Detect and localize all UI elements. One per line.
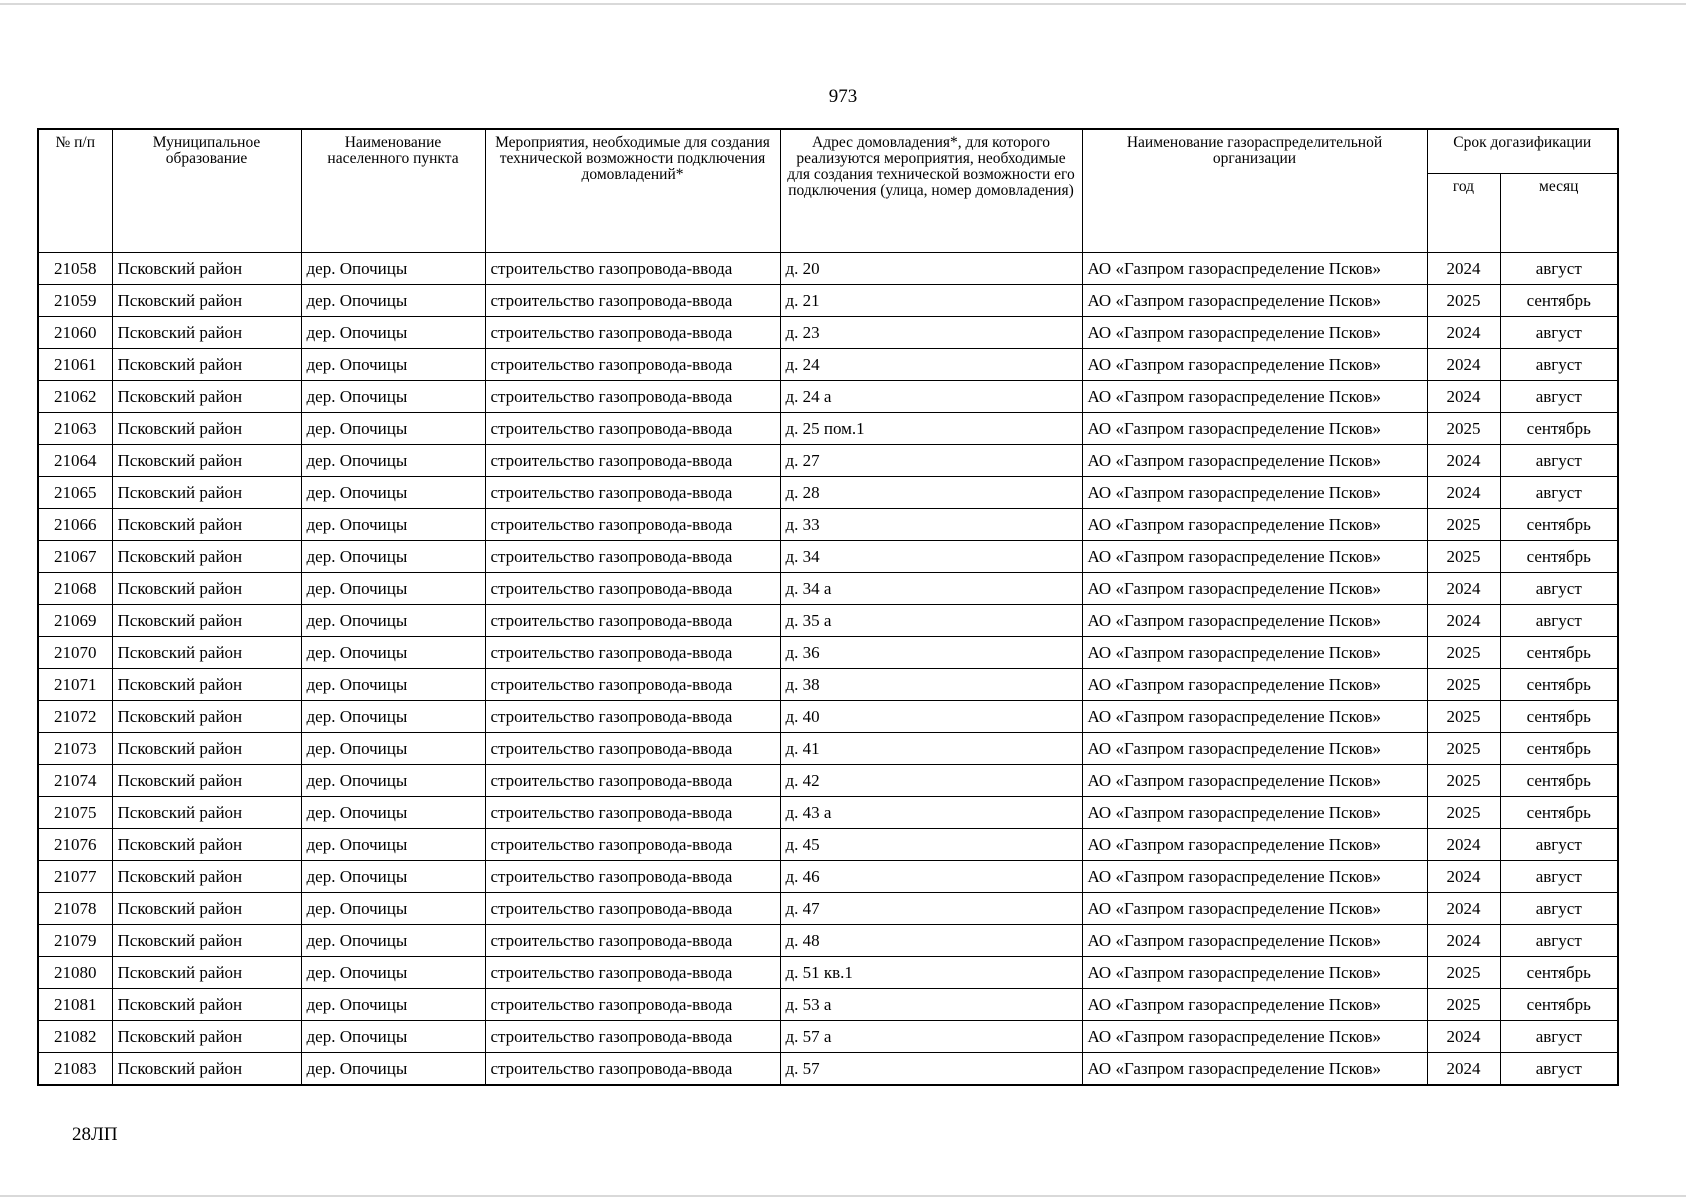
cell-num: 21071 [38, 669, 112, 701]
cell-year: 2025 [1427, 285, 1500, 317]
table-row [38, 733, 1618, 765]
cell-year: 2025 [1427, 733, 1500, 765]
cell-organization: АО «Газпром газораспределение Псков» [1082, 765, 1427, 797]
cell-organization: АО «Газпром газораспределение Псков» [1082, 1021, 1427, 1053]
cell-municipality: Псковский район [112, 765, 301, 797]
cell-municipality: Псковский район [112, 317, 301, 349]
table-row [38, 285, 1618, 317]
cell-num: 21081 [38, 989, 112, 1021]
cell-address: д. 35 а [780, 605, 1082, 637]
table-row [38, 765, 1618, 797]
cell-month: август [1500, 381, 1618, 413]
cell-measure: строительство газопровода-ввода [485, 957, 780, 989]
table-header [38, 129, 1618, 253]
cell-locality: дер. Опочицы [301, 605, 485, 637]
cell-num: 21077 [38, 861, 112, 893]
cell-year: 2024 [1427, 477, 1500, 509]
cell-municipality: Псковский район [112, 957, 301, 989]
cell-year: 2025 [1427, 637, 1500, 669]
cell-municipality: Псковский район [112, 893, 301, 925]
cell-measure: строительство газопровода-ввода [485, 829, 780, 861]
cell-organization: АО «Газпром газораспределение Псков» [1082, 733, 1427, 765]
table-row [38, 253, 1618, 285]
cell-organization: АО «Газпром газораспределение Псков» [1082, 893, 1427, 925]
cell-address: д. 57 а [780, 1021, 1082, 1053]
cell-measure: строительство газопровода-ввода [485, 317, 780, 349]
cell-organization: АО «Газпром газораспределение Псков» [1082, 925, 1427, 957]
cell-year: 2024 [1427, 829, 1500, 861]
cell-month: август [1500, 829, 1618, 861]
cell-num: 21076 [38, 829, 112, 861]
cell-locality: дер. Опочицы [301, 669, 485, 701]
cell-organization: АО «Газпром газораспределение Псков» [1082, 349, 1427, 381]
cell-locality: дер. Опочицы [301, 253, 485, 285]
cell-measure: строительство газопровода-ввода [485, 541, 780, 573]
cell-num: 21080 [38, 957, 112, 989]
table-row [38, 573, 1618, 605]
cell-municipality: Псковский район [112, 989, 301, 1021]
cell-address: д. 24 [780, 349, 1082, 381]
cell-locality: дер. Опочицы [301, 477, 485, 509]
cell-month: август [1500, 605, 1618, 637]
cell-address: д. 34 [780, 541, 1082, 573]
gasification-table [37, 128, 1619, 1086]
cell-num: 21074 [38, 765, 112, 797]
table-row [38, 669, 1618, 701]
cell-month: август [1500, 317, 1618, 349]
cell-year: 2025 [1427, 509, 1500, 541]
cell-address: д. 38 [780, 669, 1082, 701]
cell-locality: дер. Опочицы [301, 925, 485, 957]
table-row [38, 1021, 1618, 1053]
cell-address: д. 45 [780, 829, 1082, 861]
cell-measure: строительство газопровода-ввода [485, 797, 780, 829]
cell-year: 2025 [1427, 413, 1500, 445]
cell-locality: дер. Опочицы [301, 957, 485, 989]
cell-address: д. 48 [780, 925, 1082, 957]
cell-num: 21070 [38, 637, 112, 669]
table-row [38, 701, 1618, 733]
cell-locality: дер. Опочицы [301, 1053, 485, 1086]
cell-address: д. 34 а [780, 573, 1082, 605]
cell-measure: строительство газопровода-ввода [485, 1021, 780, 1053]
table-row [38, 349, 1618, 381]
cell-measure: строительство газопровода-ввода [485, 381, 780, 413]
cell-month: август [1500, 1053, 1618, 1086]
cell-month: август [1500, 893, 1618, 925]
cell-organization: АО «Газпром газораспределение Псков» [1082, 861, 1427, 893]
cell-num: 21079 [38, 925, 112, 957]
table-body [38, 253, 1618, 1086]
cell-municipality: Псковский район [112, 413, 301, 445]
cell-month: сентябрь [1500, 541, 1618, 573]
cell-measure: строительство газопровода-ввода [485, 989, 780, 1021]
cell-municipality: Псковский район [112, 285, 301, 317]
cell-num: 21064 [38, 445, 112, 477]
cell-locality: дер. Опочицы [301, 893, 485, 925]
cell-address: д. 43 а [780, 797, 1082, 829]
table-row [38, 413, 1618, 445]
table-row [38, 509, 1618, 541]
cell-municipality: Псковский район [112, 1053, 301, 1086]
cell-measure: строительство газопровода-ввода [485, 253, 780, 285]
cell-year: 2025 [1427, 669, 1500, 701]
cell-locality: дер. Опочицы [301, 1021, 485, 1053]
cell-measure: строительство газопровода-ввода [485, 765, 780, 797]
cell-organization: АО «Газпром газораспределение Псков» [1082, 1053, 1427, 1086]
cell-year: 2025 [1427, 957, 1500, 989]
cell-measure: строительство газопровода-ввода [485, 509, 780, 541]
header-month: месяц [1500, 174, 1618, 253]
cell-organization: АО «Газпром газораспределение Псков» [1082, 413, 1427, 445]
cell-address: д. 27 [780, 445, 1082, 477]
cell-month: август [1500, 573, 1618, 605]
table-row [38, 541, 1618, 573]
cell-address: д. 33 [780, 509, 1082, 541]
cell-municipality: Псковский район [112, 445, 301, 477]
cell-measure: строительство газопровода-ввода [485, 733, 780, 765]
cell-year: 2024 [1427, 445, 1500, 477]
scan-edge-bottom [0, 1195, 1686, 1197]
cell-measure: строительство газопровода-ввода [485, 477, 780, 509]
cell-address: д. 24 а [780, 381, 1082, 413]
cell-month: сентябрь [1500, 765, 1618, 797]
cell-year: 2024 [1427, 1053, 1500, 1086]
cell-organization: АО «Газпром газораспределение Псков» [1082, 253, 1427, 285]
cell-num: 21068 [38, 573, 112, 605]
cell-month: сентябрь [1500, 669, 1618, 701]
cell-num: 21067 [38, 541, 112, 573]
cell-measure: строительство газопровода-ввода [485, 1053, 780, 1086]
cell-municipality: Псковский район [112, 669, 301, 701]
cell-year: 2024 [1427, 1021, 1500, 1053]
cell-measure: строительство газопровода-ввода [485, 637, 780, 669]
cell-organization: АО «Газпром газораспределение Псков» [1082, 701, 1427, 733]
cell-municipality: Псковский район [112, 605, 301, 637]
table-row [38, 829, 1618, 861]
cell-locality: дер. Опочицы [301, 861, 485, 893]
cell-month: сентябрь [1500, 285, 1618, 317]
cell-organization: АО «Газпром газораспределение Псков» [1082, 989, 1427, 1021]
cell-month: сентябрь [1500, 797, 1618, 829]
cell-num: 21066 [38, 509, 112, 541]
cell-num: 21062 [38, 381, 112, 413]
table-row [38, 861, 1618, 893]
cell-address: д. 42 [780, 765, 1082, 797]
cell-num: 21072 [38, 701, 112, 733]
cell-address: д. 51 кв.1 [780, 957, 1082, 989]
cell-measure: строительство газопровода-ввода [485, 445, 780, 477]
cell-month: август [1500, 1021, 1618, 1053]
cell-measure: строительство газопровода-ввода [485, 413, 780, 445]
cell-address: д. 28 [780, 477, 1082, 509]
cell-organization: АО «Газпром газораспределение Псков» [1082, 637, 1427, 669]
cell-municipality: Псковский район [112, 1021, 301, 1053]
cell-organization: АО «Газпром газораспределение Псков» [1082, 477, 1427, 509]
cell-num: 21082 [38, 1021, 112, 1053]
table-row [38, 445, 1618, 477]
cell-municipality: Псковский район [112, 509, 301, 541]
cell-year: 2024 [1427, 317, 1500, 349]
header-locality: Наименование населенного пункта [301, 129, 485, 253]
table-row [38, 797, 1618, 829]
cell-locality: дер. Опочицы [301, 573, 485, 605]
cell-month: сентябрь [1500, 989, 1618, 1021]
cell-organization: АО «Газпром газораспределение Псков» [1082, 957, 1427, 989]
cell-organization: АО «Газпром газораспределение Псков» [1082, 445, 1427, 477]
table-row [38, 925, 1618, 957]
cell-address: д. 40 [780, 701, 1082, 733]
cell-municipality: Псковский район [112, 861, 301, 893]
cell-month: сентябрь [1500, 637, 1618, 669]
cell-locality: дер. Опочицы [301, 413, 485, 445]
cell-municipality: Псковский район [112, 253, 301, 285]
cell-month: сентябрь [1500, 957, 1618, 989]
cell-organization: АО «Газпром газораспределение Псков» [1082, 829, 1427, 861]
cell-num: 21059 [38, 285, 112, 317]
cell-locality: дер. Опочицы [301, 285, 485, 317]
cell-address: д. 25 пом.1 [780, 413, 1082, 445]
cell-locality: дер. Опочицы [301, 733, 485, 765]
cell-num: 21073 [38, 733, 112, 765]
cell-locality: дер. Опочицы [301, 317, 485, 349]
cell-organization: АО «Газпром газораспределение Псков» [1082, 605, 1427, 637]
cell-organization: АО «Газпром газораспределение Псков» [1082, 669, 1427, 701]
cell-year: 2024 [1427, 925, 1500, 957]
cell-municipality: Псковский район [112, 637, 301, 669]
cell-locality: дер. Опочицы [301, 445, 485, 477]
header-address: Адрес домовладения*, для которого реализуются мероприятия, необходимые для создания технической возможности его подключения (улица, номер домовладения) [780, 129, 1082, 253]
cell-locality: дер. Опочицы [301, 381, 485, 413]
cell-locality: дер. Опочицы [301, 797, 485, 829]
cell-month: август [1500, 445, 1618, 477]
cell-month: август [1500, 925, 1618, 957]
cell-num: 21083 [38, 1053, 112, 1086]
header-num: № п/п [38, 129, 112, 253]
cell-locality: дер. Опочицы [301, 989, 485, 1021]
cell-organization: АО «Газпром газораспределение Псков» [1082, 381, 1427, 413]
cell-month: сентябрь [1500, 509, 1618, 541]
cell-municipality: Псковский район [112, 701, 301, 733]
cell-year: 2024 [1427, 893, 1500, 925]
cell-year: 2024 [1427, 381, 1500, 413]
header-deadline: Срок догазификации [1427, 129, 1618, 174]
cell-municipality: Псковский район [112, 541, 301, 573]
cell-address: д. 57 [780, 1053, 1082, 1086]
cell-measure: строительство газопровода-ввода [485, 573, 780, 605]
cell-measure: строительство газопровода-ввода [485, 349, 780, 381]
table-row [38, 317, 1618, 349]
header-measures: Мероприятия, необходимые для создания технической возможности подключения домовладений* [485, 129, 780, 253]
cell-organization: АО «Газпром газораспределение Псков» [1082, 509, 1427, 541]
cell-num: 21075 [38, 797, 112, 829]
cell-measure: строительство газопровода-ввода [485, 701, 780, 733]
scan-edge-top [0, 3, 1686, 5]
cell-year: 2025 [1427, 541, 1500, 573]
cell-month: сентябрь [1500, 733, 1618, 765]
cell-month: сентябрь [1500, 701, 1618, 733]
cell-num: 21058 [38, 253, 112, 285]
table-row [38, 893, 1618, 925]
cell-locality: дер. Опочицы [301, 637, 485, 669]
cell-organization: АО «Газпром газораспределение Псков» [1082, 317, 1427, 349]
cell-locality: дер. Опочицы [301, 829, 485, 861]
cell-month: август [1500, 861, 1618, 893]
cell-organization: АО «Газпром газораспределение Псков» [1082, 797, 1427, 829]
table-row [38, 989, 1618, 1021]
cell-locality: дер. Опочицы [301, 349, 485, 381]
table-row [38, 1053, 1618, 1086]
cell-locality: дер. Опочицы [301, 509, 485, 541]
cell-address: д. 23 [780, 317, 1082, 349]
cell-year: 2025 [1427, 989, 1500, 1021]
cell-month: сентябрь [1500, 413, 1618, 445]
cell-municipality: Псковский район [112, 477, 301, 509]
header-organization: Наименование газораспределительной организации [1082, 129, 1427, 253]
table-row [38, 957, 1618, 989]
cell-num: 21061 [38, 349, 112, 381]
table-row [38, 637, 1618, 669]
cell-organization: АО «Газпром газораспределение Псков» [1082, 573, 1427, 605]
cell-locality: дер. Опочицы [301, 701, 485, 733]
cell-measure: строительство газопровода-ввода [485, 285, 780, 317]
cell-year: 2025 [1427, 765, 1500, 797]
cell-municipality: Псковский район [112, 797, 301, 829]
cell-measure: строительство газопровода-ввода [485, 925, 780, 957]
cell-num: 21069 [38, 605, 112, 637]
cell-num: 21060 [38, 317, 112, 349]
cell-num: 21078 [38, 893, 112, 925]
cell-month: август [1500, 349, 1618, 381]
cell-measure: строительство газопровода-ввода [485, 669, 780, 701]
cell-year: 2024 [1427, 573, 1500, 605]
cell-municipality: Псковский район [112, 733, 301, 765]
cell-municipality: Псковский район [112, 381, 301, 413]
cell-year: 2025 [1427, 701, 1500, 733]
cell-measure: строительство газопровода-ввода [485, 893, 780, 925]
cell-address: д. 46 [780, 861, 1082, 893]
cell-address: д. 41 [780, 733, 1082, 765]
cell-address: д. 21 [780, 285, 1082, 317]
table-row [38, 477, 1618, 509]
cell-year: 2025 [1427, 797, 1500, 829]
cell-address: д. 36 [780, 637, 1082, 669]
cell-municipality: Псковский район [112, 925, 301, 957]
header-municipality: Муниципальное образование [112, 129, 301, 253]
cell-month: август [1500, 253, 1618, 285]
cell-num: 21063 [38, 413, 112, 445]
cell-municipality: Псковский район [112, 829, 301, 861]
cell-measure: строительство газопровода-ввода [485, 605, 780, 637]
cell-num: 21065 [38, 477, 112, 509]
cell-organization: АО «Газпром газораспределение Псков» [1082, 285, 1427, 317]
cell-year: 2024 [1427, 253, 1500, 285]
cell-year: 2024 [1427, 861, 1500, 893]
cell-year: 2024 [1427, 605, 1500, 637]
cell-year: 2024 [1427, 349, 1500, 381]
cell-month: август [1500, 477, 1618, 509]
cell-organization: АО «Газпром газораспределение Псков» [1082, 541, 1427, 573]
table-row [38, 381, 1618, 413]
header-year: год [1427, 174, 1500, 253]
cell-measure: строительство газопровода-ввода [485, 861, 780, 893]
footer-code: 28ЛП [72, 1124, 118, 1145]
table-row [38, 605, 1618, 637]
cell-locality: дер. Опочицы [301, 541, 485, 573]
cell-address: д. 47 [780, 893, 1082, 925]
cell-address: д. 20 [780, 253, 1082, 285]
cell-address: д. 53 а [780, 989, 1082, 1021]
cell-municipality: Псковский район [112, 573, 301, 605]
cell-municipality: Псковский район [112, 349, 301, 381]
page-number: 973 [828, 86, 858, 107]
cell-locality: дер. Опочицы [301, 765, 485, 797]
